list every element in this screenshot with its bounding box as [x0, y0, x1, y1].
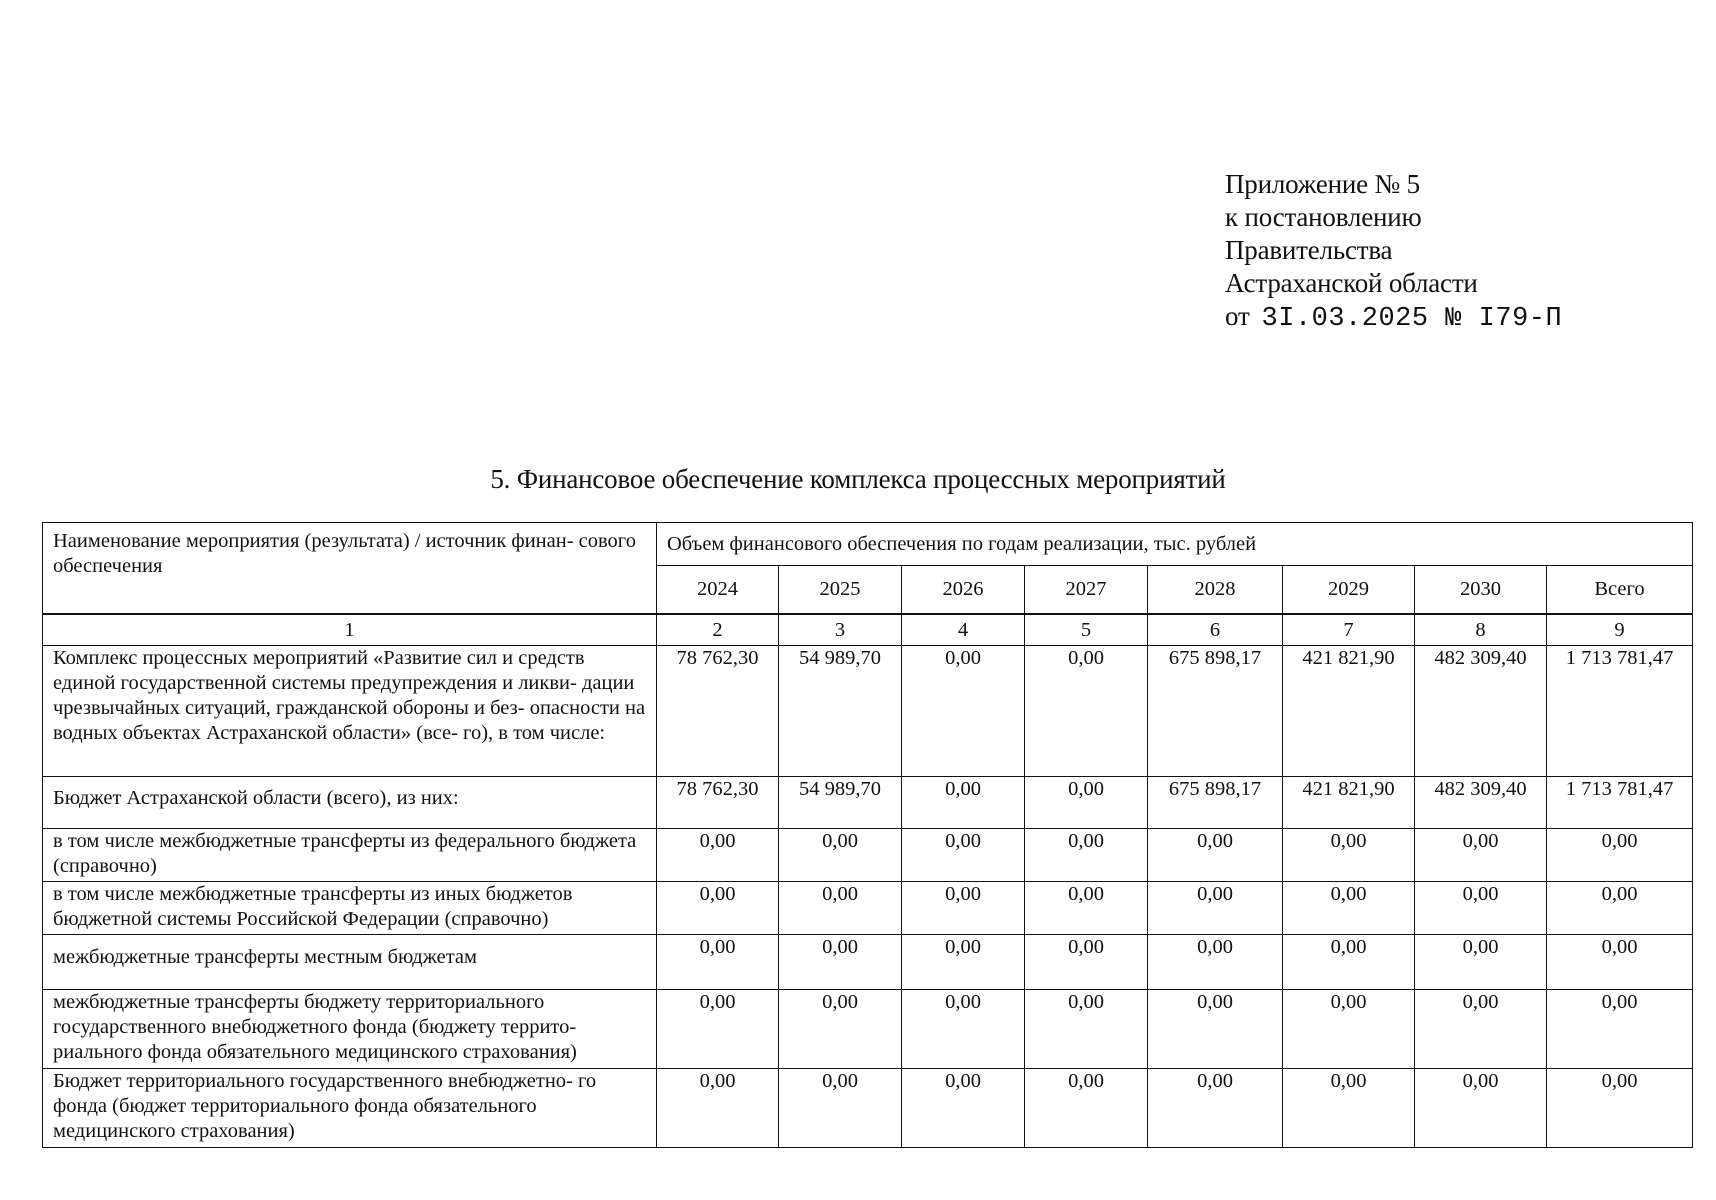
row-value: 78 762,30	[657, 646, 779, 777]
column-number: 6	[1148, 615, 1283, 646]
table-header	[42, 522, 1693, 614]
row-value: 675 898,17	[1148, 646, 1283, 777]
row-value: 0,00	[1025, 646, 1148, 777]
row-value: 0,00	[1025, 882, 1148, 935]
row-value: 0,00	[779, 829, 902, 882]
table-row	[43, 990, 1693, 1069]
name-column-header: Наименование мероприятия (результата) / источник финан- сового обеспечения	[43, 523, 657, 614]
row-value: 0,00	[779, 1069, 902, 1148]
row-value: 78 762,30	[657, 777, 779, 829]
row-value: 675 898,17	[1148, 777, 1283, 829]
row-total: 0,00	[1547, 935, 1693, 990]
approval-line-government: Правительства	[1225, 235, 1393, 265]
row-total: 0,00	[1547, 882, 1693, 935]
row-value: 0,00	[902, 1069, 1025, 1148]
row-name: Комплекс процессных мероприятий «Развитие сил и средств единой государственной системы предупреждения и ликви- дации чрезвычайных ситуаций, гражданской обороны и без- опасности на водных объектах Астраханской области» (все- го), в том числе:	[43, 646, 657, 777]
year-header: 2026	[902, 566, 1025, 614]
approval-line-date	[1225, 300, 1562, 336]
table-row	[43, 646, 1693, 777]
year-header: 2028	[1148, 566, 1283, 614]
row-value: 0,00	[1025, 990, 1148, 1069]
row-total: 0,00	[1547, 990, 1693, 1069]
approval-line-decree: к постановлению	[1225, 202, 1422, 232]
approval-date-prefix: от	[1225, 301, 1250, 331]
row-value: 0,00	[1415, 1069, 1547, 1148]
year-header: 2024	[657, 566, 779, 614]
row-value: 0,00	[1283, 829, 1415, 882]
table-row	[43, 829, 1693, 882]
row-total: 0,00	[1547, 829, 1693, 882]
row-value: 0,00	[779, 882, 902, 935]
column-number: 3	[779, 615, 902, 646]
row-value: 421 821,90	[1283, 777, 1415, 829]
row-name: в том числе межбюджетные трансферты из иных бюджетов бюджетной системы Российской Федерации (справочно)	[43, 882, 657, 935]
column-number: 2	[657, 615, 779, 646]
row-value: 0,00	[1148, 829, 1283, 882]
row-value: 0,00	[657, 990, 779, 1069]
total-header: Всего	[1547, 566, 1693, 614]
row-value: 0,00	[902, 990, 1025, 1069]
approval-date-number: 3I.03.2025 № I79-П	[1261, 304, 1563, 334]
row-value: 0,00	[902, 935, 1025, 990]
row-value: 0,00	[1415, 829, 1547, 882]
row-value: 482 309,40	[1415, 646, 1547, 777]
row-total: 1 713 781,47	[1547, 646, 1693, 777]
row-value: 0,00	[902, 882, 1025, 935]
column-number: 4	[902, 615, 1025, 646]
approval-block	[1225, 168, 1562, 336]
approval-line-appendix: Приложение № 5	[1225, 169, 1420, 199]
row-value: 0,00	[657, 882, 779, 935]
row-value: 421 821,90	[1283, 646, 1415, 777]
row-name: Бюджет территориального государственного внебюджетно- го фонда (бюджет территориального фонда обязательного медицинского страхования)	[43, 1069, 657, 1148]
row-name: Бюджет Астраханской области (всего), из них:	[43, 777, 657, 829]
volume-column-header: Объем финансового обеспечения по годам реализации, тыс. рублей	[657, 523, 1693, 566]
column-number: 8	[1415, 615, 1547, 646]
row-value: 482 309,40	[1415, 777, 1547, 829]
row-value: 0,00	[657, 1069, 779, 1148]
row-value: 0,00	[1283, 1069, 1415, 1148]
row-value: 0,00	[902, 829, 1025, 882]
row-value: 54 989,70	[779, 646, 902, 777]
row-value: 0,00	[1025, 935, 1148, 990]
row-total: 0,00	[1547, 1069, 1693, 1148]
row-value: 0,00	[1025, 1069, 1148, 1148]
table-row	[43, 777, 1693, 829]
column-number: 5	[1025, 615, 1148, 646]
year-header: 2030	[1415, 566, 1547, 614]
table-row	[43, 935, 1693, 990]
row-value: 0,00	[779, 935, 902, 990]
row-value: 0,00	[1025, 829, 1148, 882]
column-number: 9	[1547, 615, 1693, 646]
column-number-row	[43, 615, 1693, 646]
row-value: 0,00	[1283, 990, 1415, 1069]
row-value: 0,00	[1148, 882, 1283, 935]
row-name: в том числе межбюджетные трансферты из федерального бюджета (справочно)	[43, 829, 657, 882]
row-value: 54 989,70	[779, 777, 902, 829]
row-value: 0,00	[1415, 935, 1547, 990]
year-header: 2029	[1283, 566, 1415, 614]
row-value: 0,00	[779, 990, 902, 1069]
row-value: 0,00	[1148, 990, 1283, 1069]
row-value: 0,00	[1148, 935, 1283, 990]
year-header: 2025	[779, 566, 902, 614]
row-value: 0,00	[657, 829, 779, 882]
column-number: 1	[43, 615, 657, 646]
year-header: 2027	[1025, 566, 1148, 614]
row-value: 0,00	[902, 646, 1025, 777]
page-title: 5. Финансовое обеспечение комплекса процессных мероприятий	[490, 464, 1226, 494]
table-row	[43, 882, 1693, 935]
approval-line-region: Астраханской области	[1225, 268, 1478, 298]
row-value: 0,00	[1415, 882, 1547, 935]
row-value: 0,00	[1025, 777, 1148, 829]
column-number: 7	[1283, 615, 1415, 646]
row-value: 0,00	[657, 935, 779, 990]
row-total: 1 713 781,47	[1547, 777, 1693, 829]
row-name: межбюджетные трансферты бюджету территориального государственного внебюджетного фонда (бюджету террито- риального фонда обязательного медицинского страхования)	[43, 990, 657, 1069]
row-value: 0,00	[1415, 990, 1547, 1069]
row-value: 0,00	[902, 777, 1025, 829]
row-value: 0,00	[1283, 935, 1415, 990]
financing-table	[42, 614, 1693, 1148]
row-name: межбюджетные трансферты местным бюджетам	[43, 935, 657, 990]
row-value: 0,00	[1148, 1069, 1283, 1148]
row-value: 0,00	[1283, 882, 1415, 935]
table-row	[43, 1069, 1693, 1148]
